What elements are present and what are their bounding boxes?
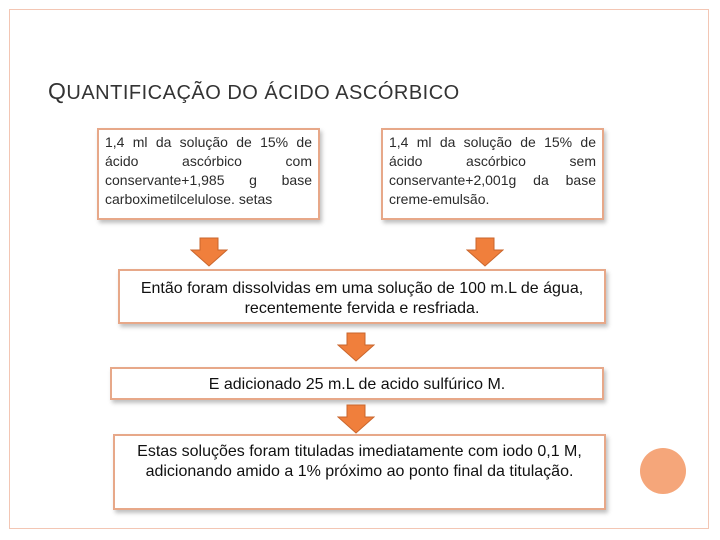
right-sample-box: [381, 128, 604, 220]
down-arrow-icon: [337, 332, 375, 362]
down-arrow-icon: [190, 237, 228, 267]
dissolution-step-text: Então foram dissolvidas em uma solução de 100 m.L de água, recentemente fervida e resfriada.: [140, 280, 584, 317]
title-rest: UANTIFICAÇÃO DO ÁCIDO ASCÓRBICO: [66, 82, 460, 104]
titration-step-text: Estas soluções foram tituladas imediatamente com iodo 0,1 M, adicionando amido a 1% próximo ao ponto final da titulação.: [137, 443, 582, 480]
down-arrow-icon: [466, 237, 504, 267]
down-arrow-icon: [337, 404, 375, 434]
titration-step-box: [113, 434, 606, 510]
right-sample-text: 1,4 ml da solução de 15% de ácido ascórbico sem conservante+2,001g da base creme-emulsão.: [389, 134, 596, 207]
slide-title: [48, 78, 460, 105]
left-sample-box: [97, 128, 320, 220]
left-sample-text: 1,4 ml da solução de 15% de ácido ascórbico com conservante+1,985 g base carboximetilcelulose. setas: [105, 134, 312, 207]
acid-step-box: [110, 367, 604, 400]
acid-step-text: E adicionado 25 m.L de acido sulfúrico M.: [208, 376, 506, 393]
title-first-letter: Q: [48, 78, 67, 104]
decorative-circle: [640, 448, 686, 494]
dissolution-step-box: [118, 269, 606, 324]
